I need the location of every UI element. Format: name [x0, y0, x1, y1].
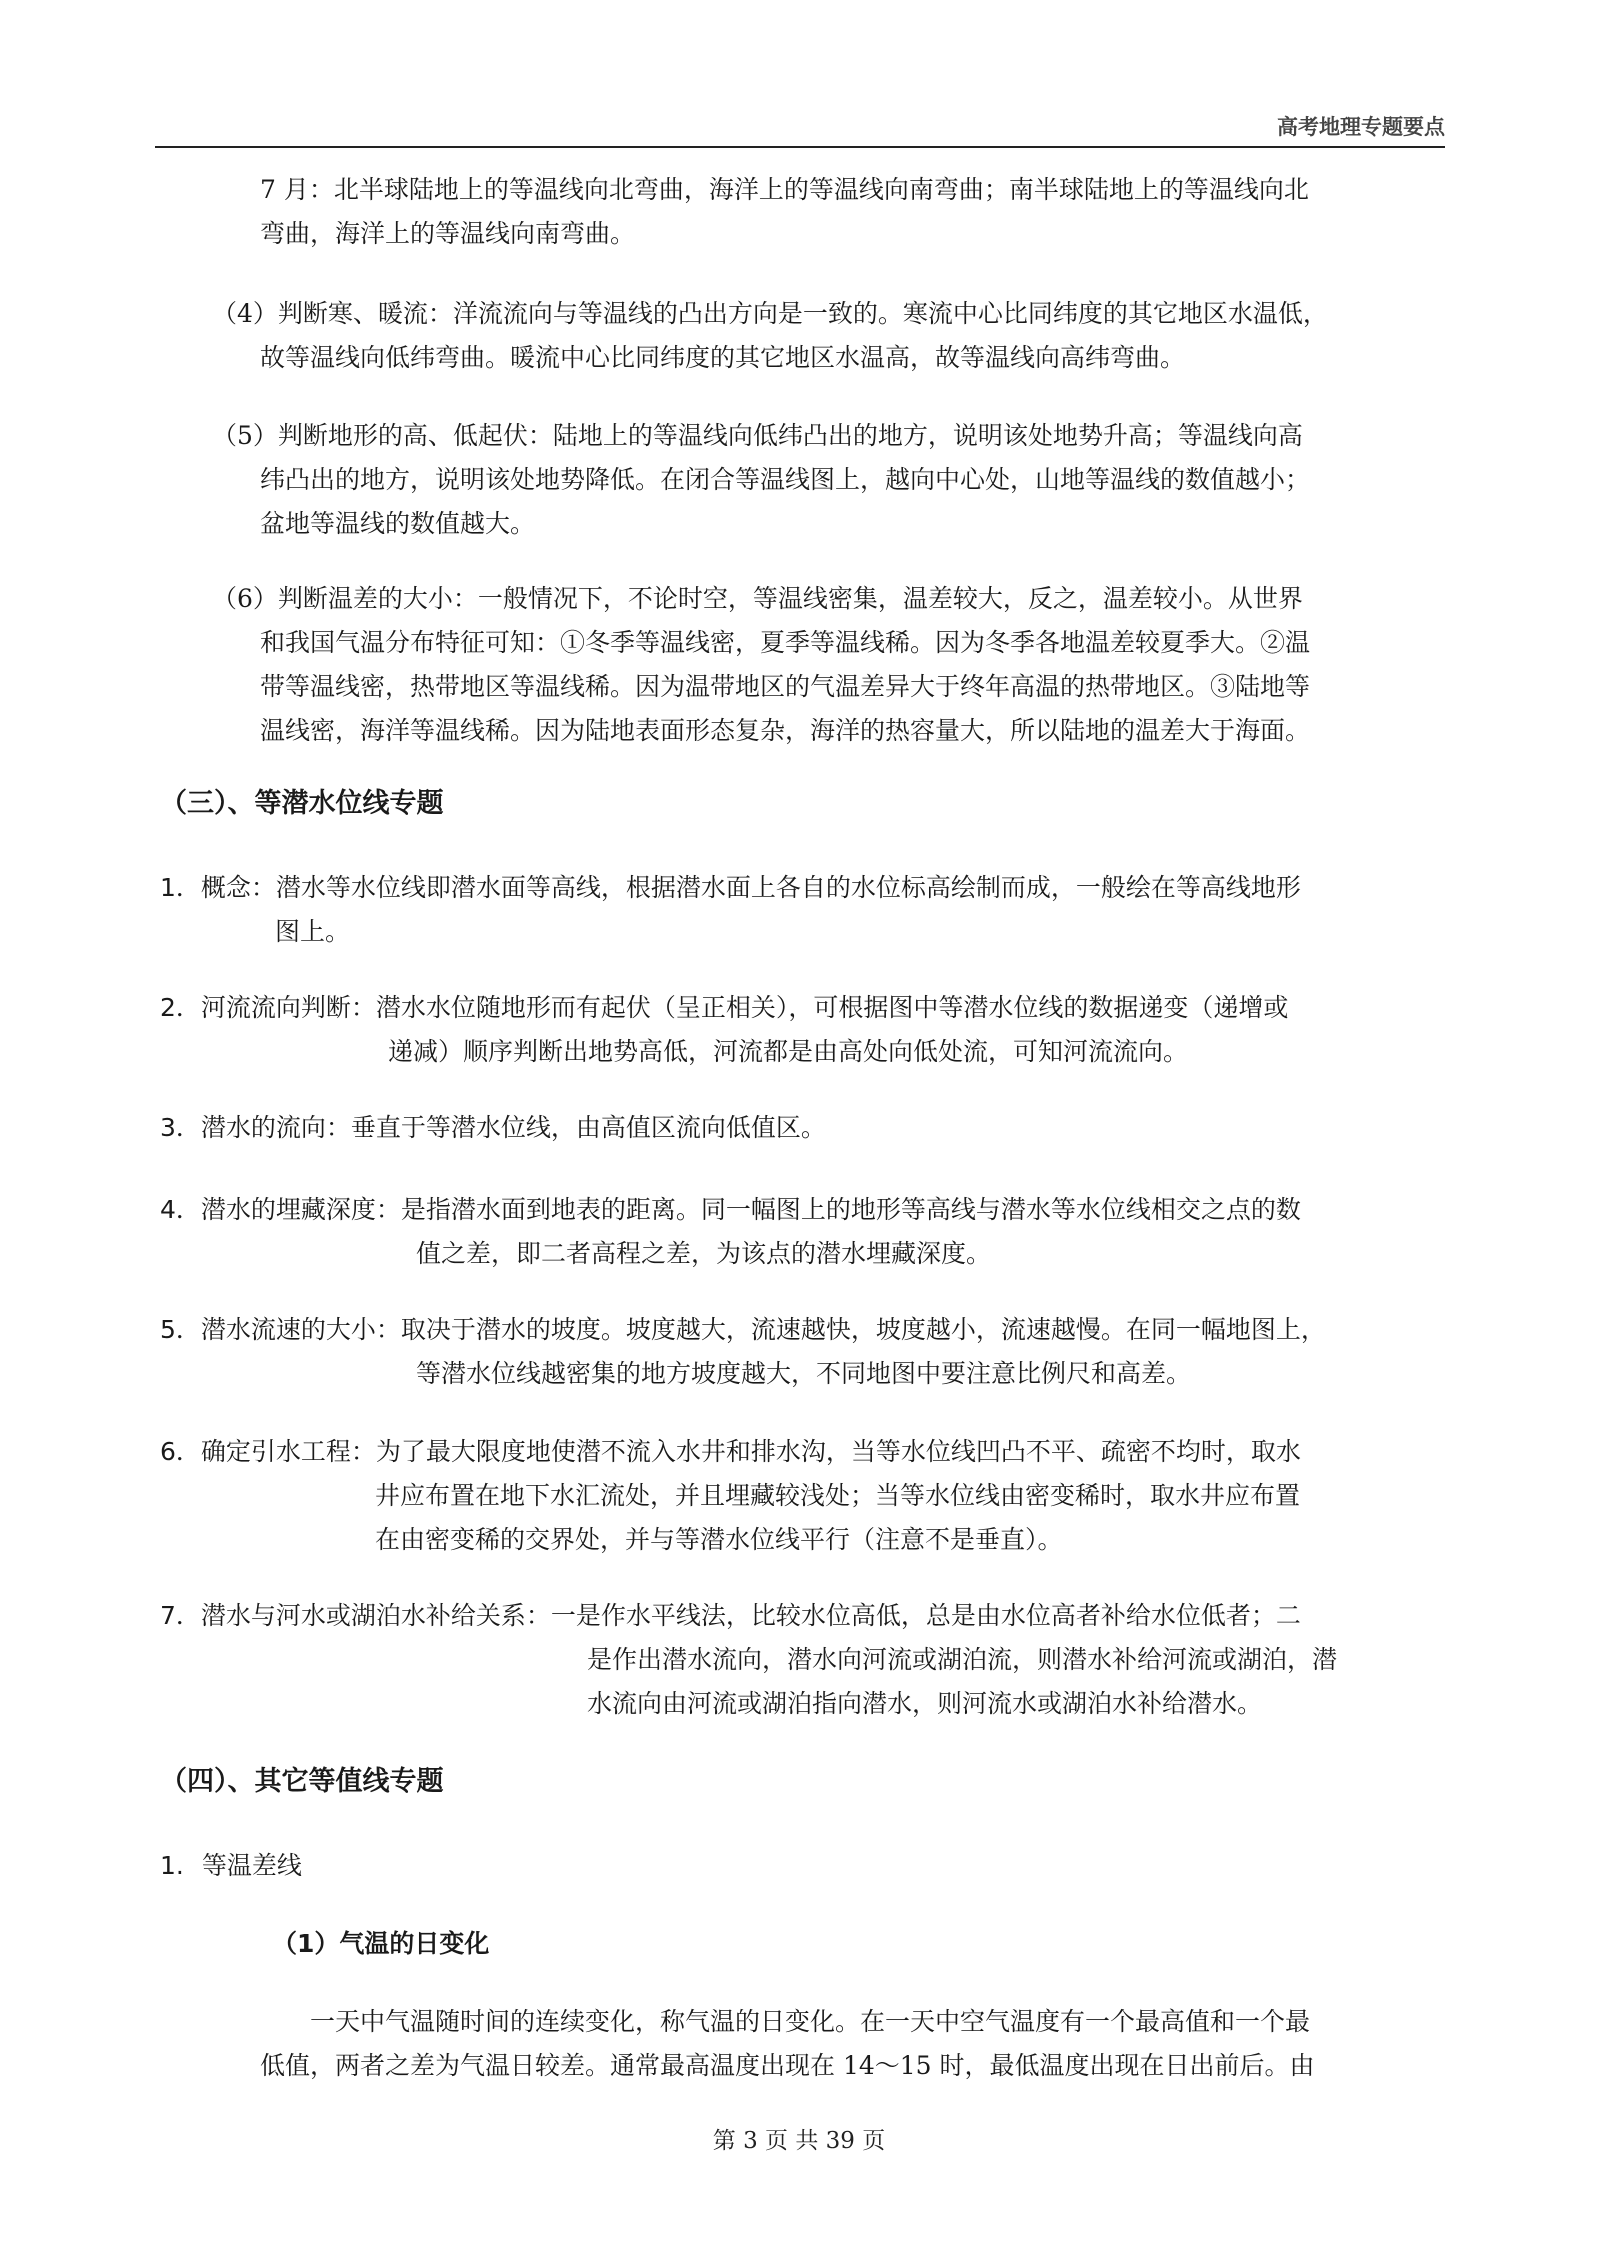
item-2-label: 河流流向判断: [200, 993, 351, 1022]
item-7-line-3: 水流向由河流或湖泊指向潜水，则河流水或湖泊水补给潜水。: [587, 1689, 1263, 1718]
item-3-line-1: ：垂直于等潜水位线，由高值区流向低值区。: [325, 1113, 826, 1142]
july-line-1: 7 月：北半球陆地上的等温线向北弯曲，海洋上的等温线向南弯曲；南半球陆地上的等温线向北: [260, 175, 1309, 204]
item-1: [160, 866, 1301, 954]
item-5-line-1: ：取决于潜水的坡度。坡度越大，流速越快，坡度越小，流速越慢。在同一幅地图上，: [375, 1315, 1326, 1344]
p4-line-1: （4）判断寒、暖流：洋流流向与等温线的凸出方向是一致的。寒流中心比同纬度的其它地区水温低，: [212, 299, 1328, 328]
item-3-number: 3．: [160, 1113, 201, 1142]
item-7-line-2: 是作出潜水流向，潜水向河流或湖泊流，则潜水补给河流或湖泊，潜: [587, 1645, 1338, 1674]
section-4-heading: （四）、其它等值线专题: [160, 1766, 444, 1797]
july-paragraph: [260, 168, 1309, 256]
p6-line-3: 带等温线密，热带地区等温线稀。因为温带地区的气温差异大于终年高温的热带地区。③陆地等: [260, 672, 1311, 701]
p5-line-1: （5）判断地形的高、低起伏：陆地上的等温线向低纬凸出的地方，说明该处地势升高；等温线向高: [212, 421, 1303, 450]
item-7-line-1: ：一是作水平线法，比较水位高低，总是由水位高者补给水位低者；二: [525, 1601, 1301, 1630]
daily-variation-paragraph: [260, 2000, 1315, 2088]
item-7: [160, 1594, 1337, 1726]
item-4-line-1: ：是指潜水面到地表的距离。同一幅图上的地形等高线与潜水等水位线相交之点的数: [375, 1195, 1301, 1224]
item-6-number: 6．: [160, 1437, 201, 1466]
item-4-line-2: 值之差，即二者高程之差，为该点的潜水埋藏深度。: [416, 1239, 992, 1268]
p6-line-4: 温线密，海洋等温线稀。因为陆地表面形态复杂，海洋的热容量大，所以陆地的温差大于海面。: [260, 716, 1311, 745]
item-1-number: 1．: [160, 873, 201, 902]
last-line-1: 一天中气温随时间的连续变化，称气温的日变化。在一天中空气温度有一个最高值和一个最: [310, 2007, 1311, 2036]
item-6-label: 确定引水工程: [200, 1437, 351, 1466]
item-4-number: 4．: [160, 1195, 201, 1224]
july-line-2: 弯曲，海洋上的等温线向南弯曲。: [260, 219, 636, 248]
item-7-number: 7．: [160, 1601, 201, 1630]
p5-line-2: 纬凸出的地方，说明该处地势降低。在闭合等温线图上，越向中心处，山地等温线的数值越小；: [260, 465, 1311, 494]
paragraph-5: [212, 414, 1310, 546]
item-2: [160, 986, 1288, 1074]
p4-line-2: 故等温线向低纬弯曲。暖流中心比同纬度的其它地区水温高，故等温线向高纬弯曲。: [260, 343, 1186, 372]
item-1-label: 概念: [200, 873, 251, 902]
sub-heading-1-number: 1.: [160, 1851, 184, 1880]
item-6: [160, 1430, 1301, 1562]
item-3: [160, 1106, 826, 1150]
sub-heading-1-label: 等温差线: [201, 1851, 302, 1880]
paragraph-4: [212, 292, 1328, 380]
section-3-heading: （三）、等潜水位线专题: [160, 788, 444, 819]
p6-line-1: （6）判断温差的大小：一般情况下，不论时空，等温线密集，温差较大，反之，温差较小。从世界: [212, 584, 1303, 613]
item-3-label: 潜水的流向: [200, 1113, 326, 1142]
paragraph-6: [212, 577, 1310, 753]
item-6-line-3: 在由密变稀的交界处，并与等潜水位线平行（注意不是垂直）。: [375, 1525, 1063, 1554]
item-4: [160, 1188, 1301, 1276]
item-2-line-1: ：潜水水位随地形而有起伏（呈正相关），可根据图中等潜水位线的数据递变（递增或: [350, 993, 1289, 1022]
item-1-line-2: 图上。: [275, 917, 351, 946]
page-header: [155, 114, 1445, 148]
item-4-label: 潜水的埋藏深度: [200, 1195, 376, 1224]
item-5: [160, 1308, 1326, 1396]
page-number: 第 3 页 共 39 页: [712, 2128, 886, 2154]
item-5-label: 潜水流速的大小: [200, 1315, 376, 1344]
sub-heading-1: [160, 1846, 302, 1886]
item-5-line-2: 等潜水位线越密集的地方坡度越大，不同地图中要注意比例尺和高差。: [416, 1359, 1192, 1388]
header-title: 高考地理专题要点: [1277, 115, 1445, 139]
sub-heading-1-1: （1）气温的日变化: [272, 1929, 490, 1958]
item-1-line-1: ：潜水等水位线即潜水面等高线，根据潜水面上各自的水位标高绘制而成，一般绘在等高线地形: [250, 873, 1301, 902]
item-6-line-1: ：为了最大限度地使潜不流入水井和排水沟，当等水位线凹凸不平、疏密不均时，取水: [350, 1437, 1301, 1466]
item-6-line-2: 井应布置在地下水汇流处，并且埋藏较浅处；当等水位线由密变稀时，取水井应布置: [375, 1481, 1301, 1510]
item-2-number: 2．: [160, 993, 201, 1022]
p6-line-2: 和我国气温分布特征可知：①冬季等温线密，夏季等温线稀。因为冬季各地温差较夏季大。②温: [260, 628, 1311, 657]
item-5-number: 5．: [160, 1315, 201, 1344]
page-footer: [0, 2122, 1598, 2155]
p5-line-3: 盆地等温线的数值越大。: [260, 509, 536, 538]
last-line-2: 低值，两者之差为气温日较差。通常最高温度出现在 14～15 时，最低温度出现在日出前后。由: [260, 2051, 1315, 2080]
item-2-line-2: 递减）顺序判断出地势高低，河流都是由高处向低处流，可知河流流向。: [388, 1037, 1189, 1066]
item-7-label: 潜水与河水或湖泊水补给关系: [200, 1601, 526, 1630]
